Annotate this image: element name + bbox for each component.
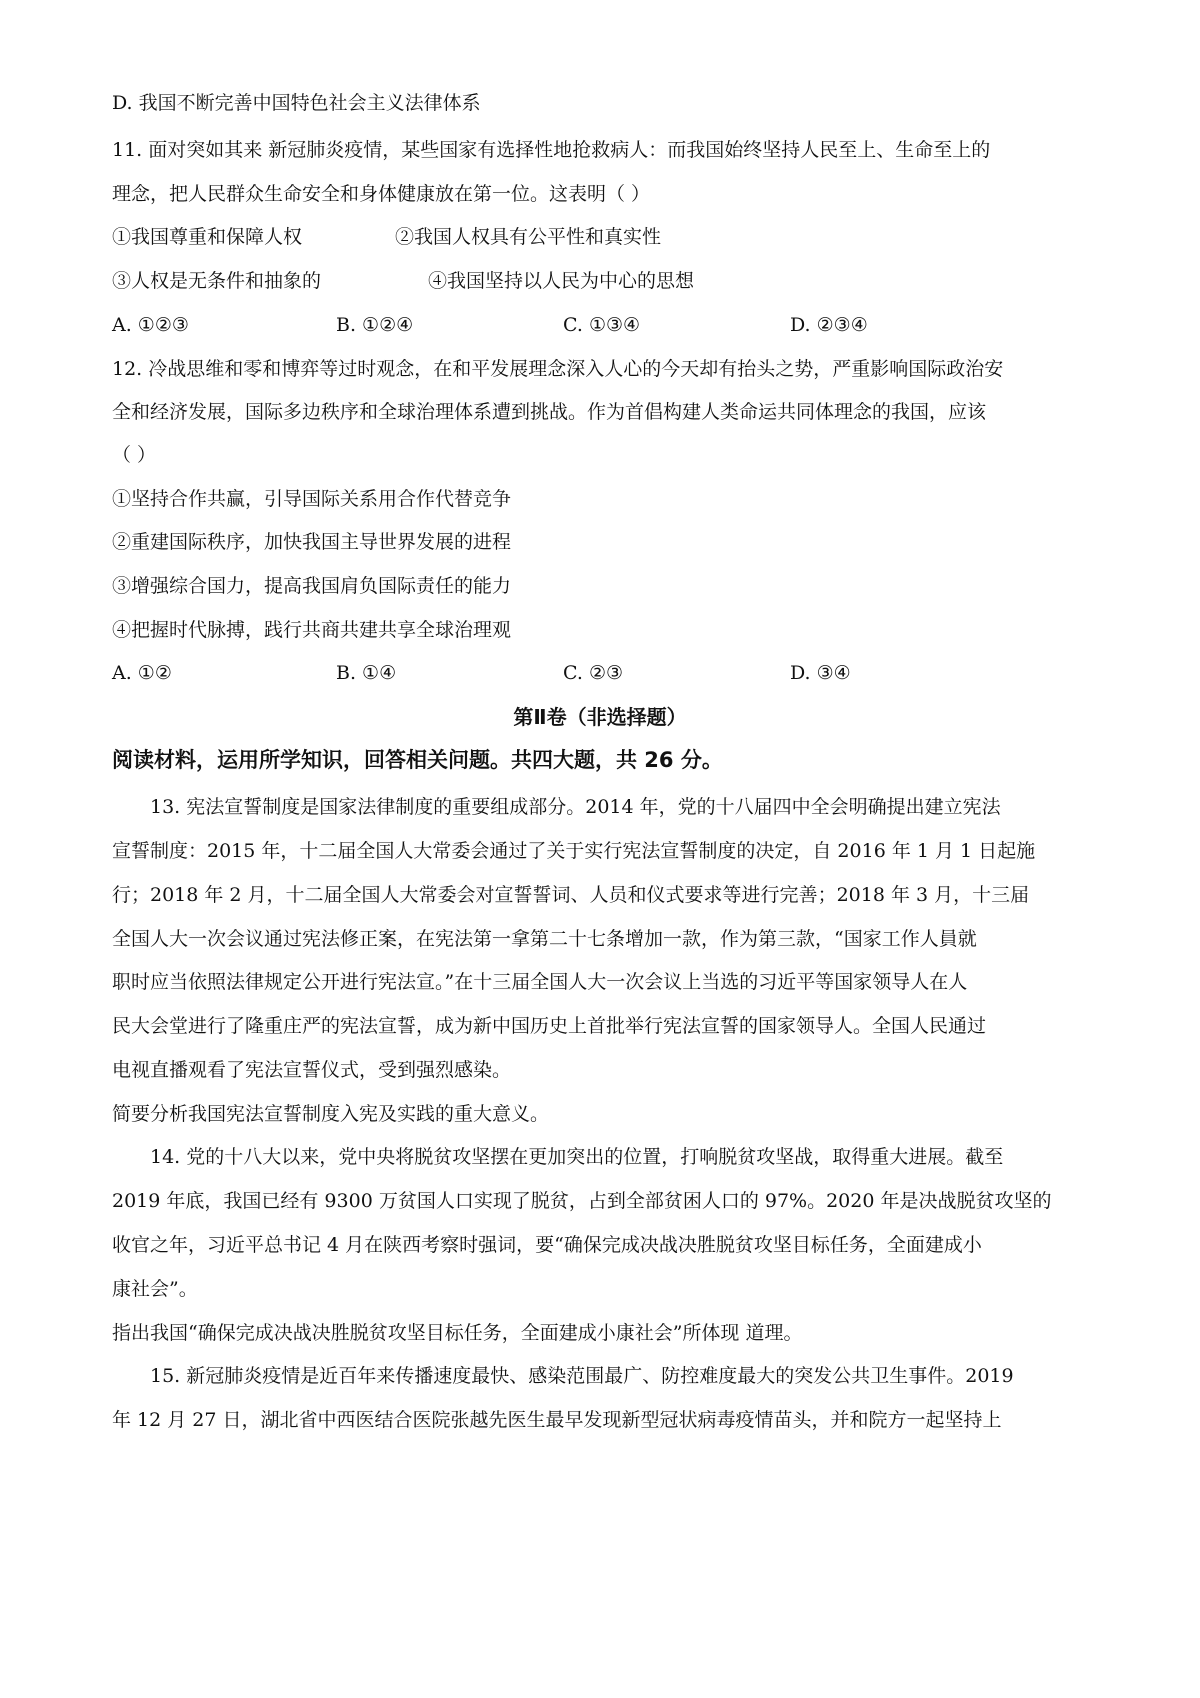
q11-stem-line-1: 11. 面对突如其来 新冠肺炎疫情，某些国家有选择性地抢救病人：而我国始终坚持人民至上、生命至上的 — [112, 139, 991, 161]
q11-item-3: ③人权是无条件和抽象的 — [112, 270, 322, 292]
q12-item-2: ②重建国际秩序，加快我国主导世界发展的进程 — [112, 531, 512, 553]
q14-line-1: 14. 党的十八大以来，党中央将脱贫攻坚摆在更加突出的位置，打响脱贫攻坚战，取得重大进展。截至 — [150, 1146, 1004, 1168]
q14-line-3: 收官之年，习近平总书记 4 月在陕西考察时强词，要“确保完成决战决胜脱贫攻坚目标任务，全面建成小 — [112, 1234, 982, 1256]
q15-line-1: 15. 新冠肺炎疫情是近百年来传播速度最快、感染范围最广、防控难度最大的突发公共卫生事件。2019 — [150, 1365, 1014, 1387]
q12-stem-line-3: （ ） — [112, 444, 157, 466]
q14-question: 指出我国“确保完成决战决胜脱贫攻坚目标任务，全面建成小康社会”所体现 道理。 — [112, 1322, 803, 1344]
q14-line-4: 康社会”。 — [112, 1278, 198, 1300]
q13-line-4: 全国人大一次会议通过宪法修正案，在宪法第一拿第二十七条增加一款，作为第三款，“国家工作人員就 — [112, 928, 977, 950]
q12-option-a: A. ①② — [112, 662, 172, 684]
q11-stem-line-2: 理念，把人民群众生命安全和身体健康放在第一位。这表明（ ） — [112, 183, 651, 205]
q12-option-d: D. ③④ — [790, 662, 851, 684]
q12-item-4: ④把握时代脉搏，践行共商共建共享全球治理观 — [112, 619, 512, 641]
q12-option-c: C. ②③ — [563, 662, 624, 684]
q10-option-d: D. 我国不断完善中国特色社会主义法律体系 — [112, 92, 481, 114]
q14-line-2: 2019 年底，我国已经有 9300 万贫国人口实现了脱贫，占到全部贫困人口的 97%。2020 年是决战脱贫攻坚的 — [112, 1190, 1052, 1212]
q11-option-b: B. ①②④ — [336, 314, 414, 336]
q11-option-d: D. ②③④ — [790, 314, 868, 336]
q13-line-5: 职时应当依照法律规定公开进行宪法宣。”在十三届全国人大一次会议上当选的习近平等国家领导人在人 — [112, 971, 968, 993]
q12-option-b: B. ①④ — [336, 662, 397, 684]
q13-line-2: 宣誓制度：2015 年，十二届全国人大常委会通过了关于实行宪法宣誓制度的决定，自 2016 年 1 月 1 日起施 — [112, 840, 1036, 862]
q12-stem-line-2: 全和经济发展，国际多边秩序和全球治理体系遭到挑战。作为首倡构建人类命运共同体理念的我国，应该 — [112, 401, 987, 423]
q11-item-4: ④我国坚持以人民为中心的思想 — [428, 270, 695, 292]
q12-stem-line-1: 12. 冷战思维和零和博弈等过时观念，在和平发展理念深入人心的今天却有抬头之势，严重影响国际政治安 — [112, 358, 1004, 380]
q11-option-a: A. ①②③ — [112, 314, 189, 336]
q13-line-7: 电视直播观看了宪法宣誓仪式，受到强烈感染。 — [112, 1059, 512, 1081]
q13-line-3: 行；2018 年 2 月，十二届全国人大常委会对宣誓誓词、人员和仪式要求等进行完善；2018 年 3 月，十三届 — [112, 884, 1030, 906]
section-title: 第Ⅱ卷（非选择题） — [513, 705, 687, 729]
q13-line-1: 13. 宪法宣誓制度是国家法律制度的重要组成部分。2014 年，党的十八届四中全会明确提出建立宪法 — [150, 796, 1001, 818]
q15-line-2: 年 12 月 27 日，湖北省中西医结合医院张越先医生最早发现新型冠状病毒疫情苗头，并和院方一起坚持上 — [112, 1409, 1002, 1431]
section-instruction: 阅读材料，运用所学知识，回答相关问题。共四大题，共 26 分。 — [112, 748, 723, 772]
q12-item-1: ①坚持合作共赢，引导国际关系用合作代替竞争 — [112, 488, 512, 510]
q13-question: 简要分析我国宪法宣誓制度入宪及实践的重大意义。 — [112, 1103, 550, 1125]
q13-line-6: 民大会堂进行了隆重庄严的宪法宣誓，成为新中国历史上首批举行宪法宣誓的国家领导人。全国人民通过 — [112, 1015, 987, 1037]
q11-option-c: C. ①③④ — [563, 314, 641, 336]
q12-item-3: ③增强综合国力，提高我国肩负国际责任的能力 — [112, 575, 512, 597]
q11-item-2: ②我国人权具有公平性和真实性 — [395, 226, 662, 248]
q11-item-1: ①我国尊重和保障人权 — [112, 226, 303, 248]
